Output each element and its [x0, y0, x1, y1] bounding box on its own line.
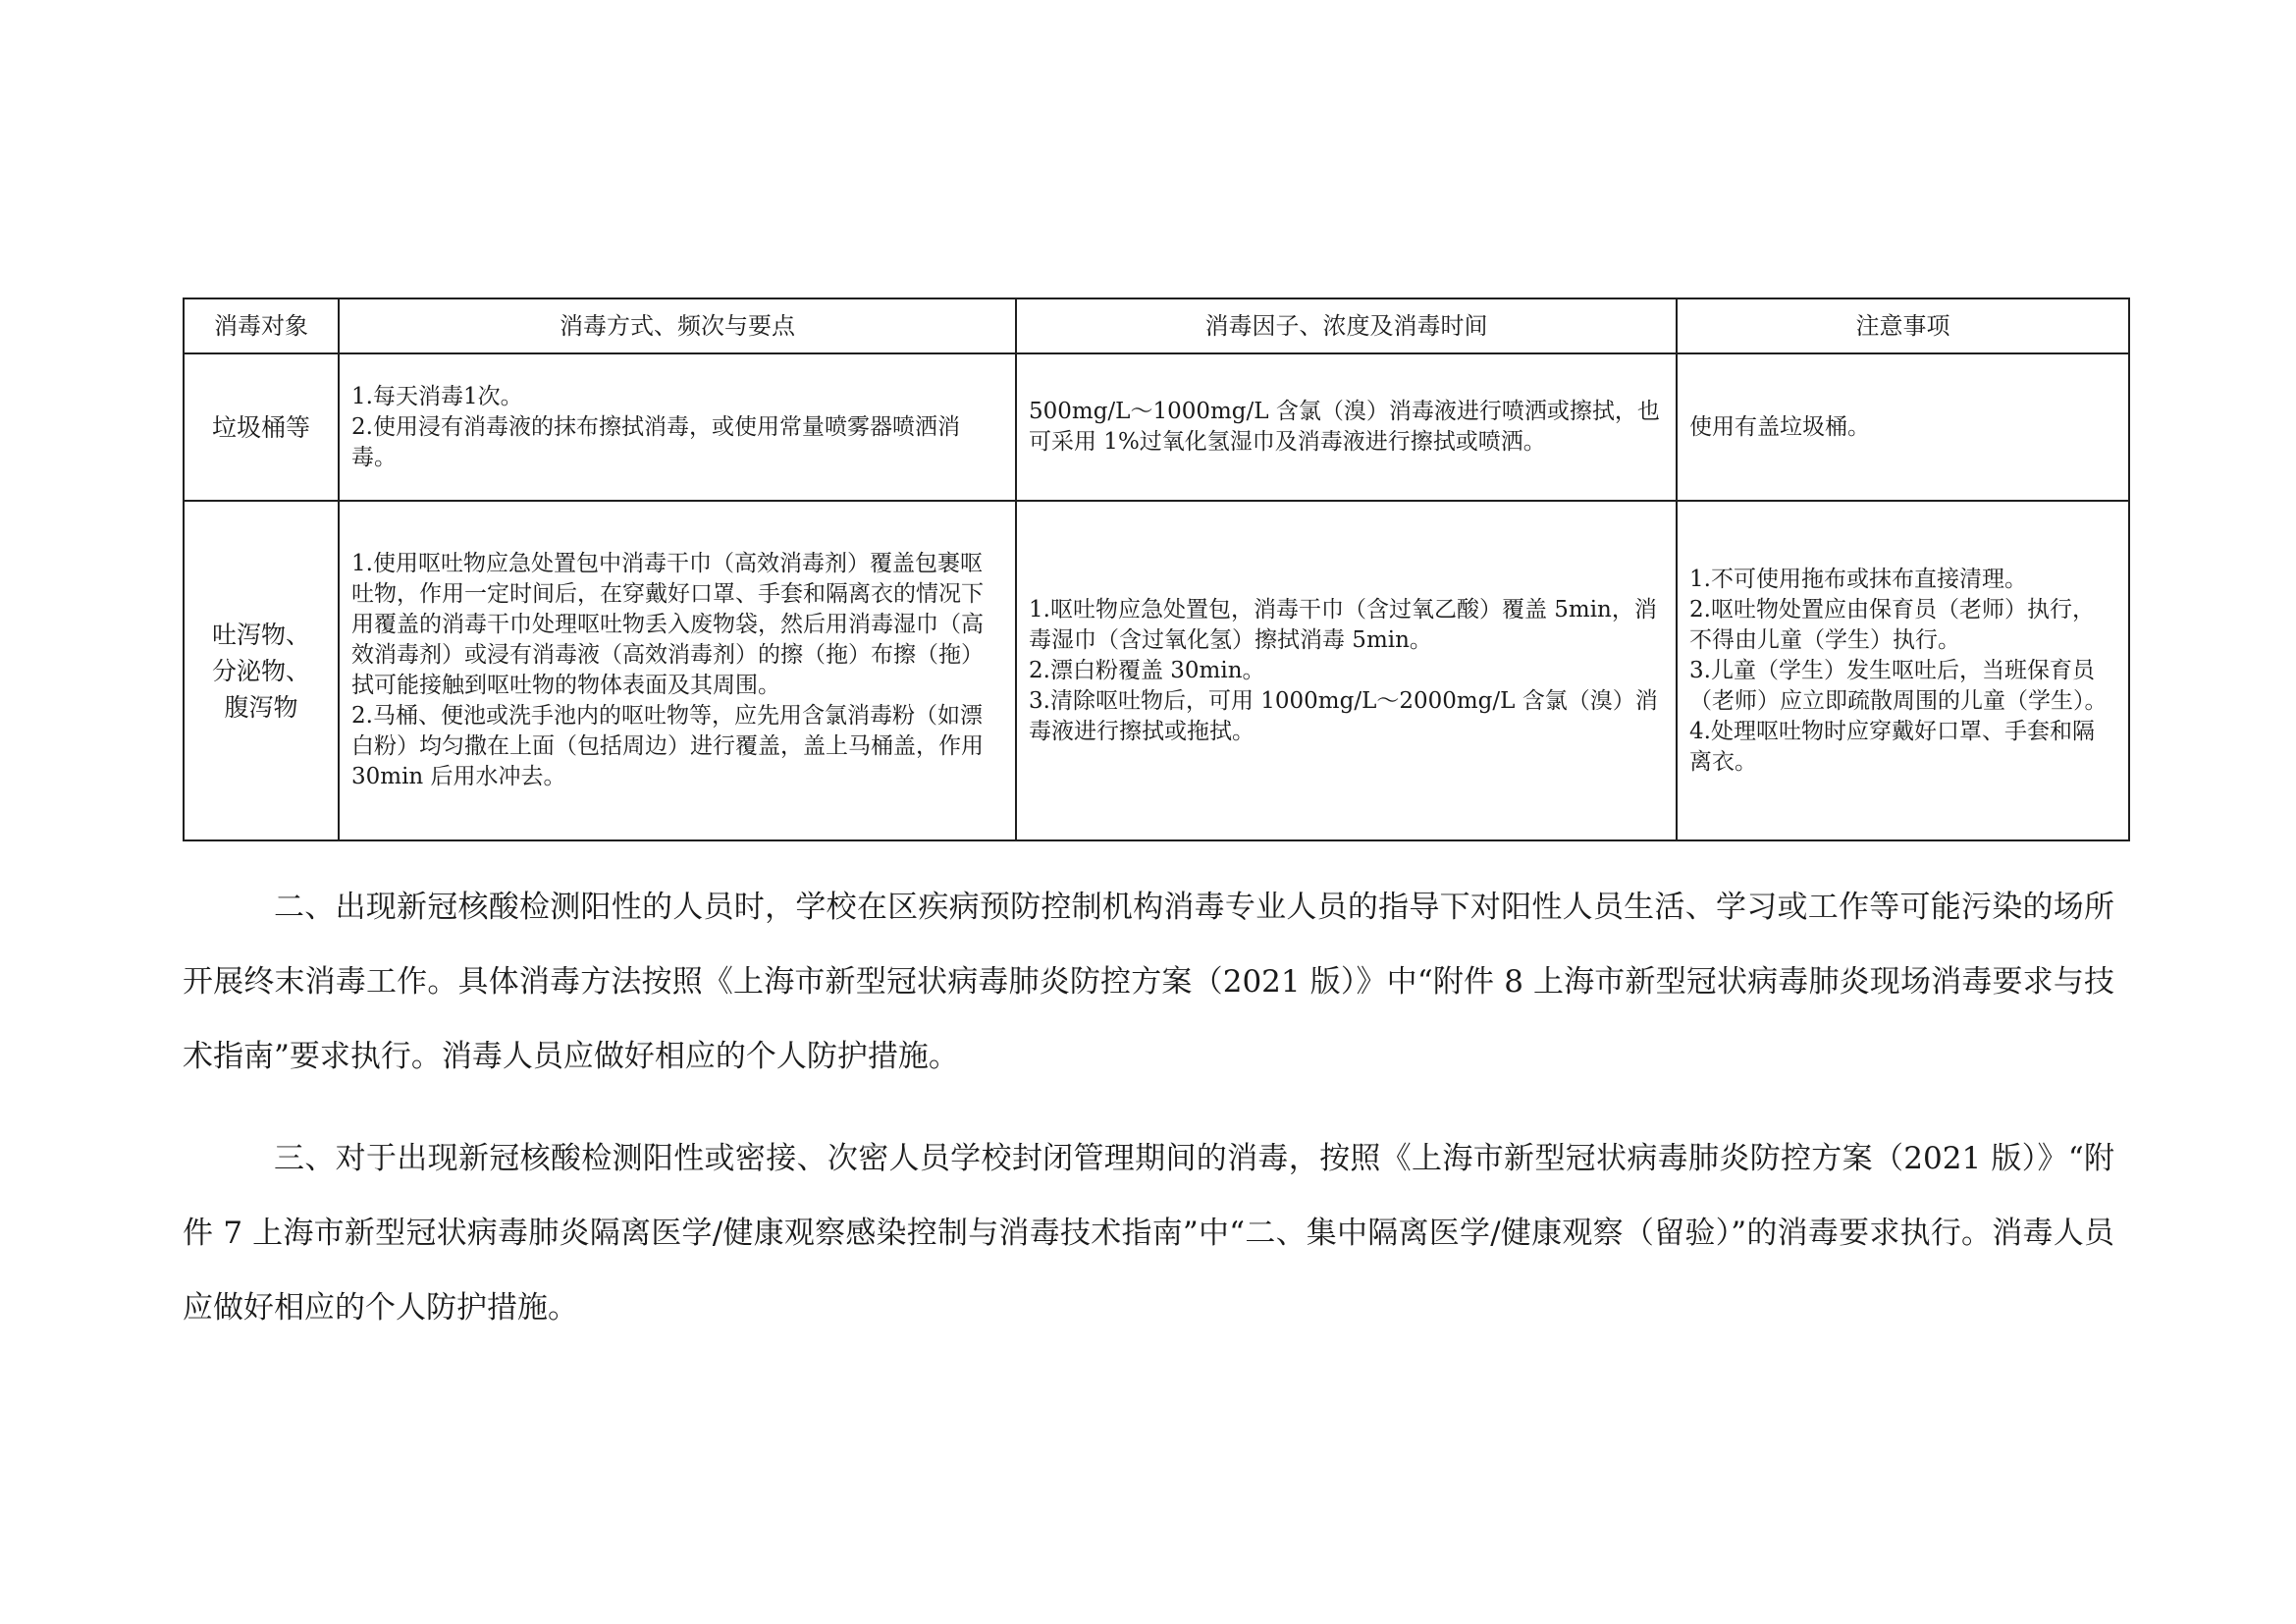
paragraph: 三、对于出现新冠核酸检测阳性或密接、次密人员学校封闭管理期间的消毒，按照《上海市新型冠状病毒肺炎防控方案（2021 版）》“附件 7 上海市新型冠状病毒肺炎隔离医学/健康观察感染控制与消毒技术指南”中“二、集中隔离医学/健康观察（留验）”的消毒要求执行。消毒人员应做好相应的个人防护措施。 [183, 1141, 2114, 1326]
paragraph-section-2 [183, 870, 2114, 1094]
table-header-row [184, 298, 2129, 353]
notes-line: 使用有盖垃圾桶。 [1689, 413, 1870, 440]
factor-line: 500mg/L～1000mg/L 含氯（溴）消毒液进行喷洒或擦拭，也可采用 1%过氧化氢湿巾及消毒液进行擦拭或喷洒。 [1029, 399, 1660, 455]
object-cell [184, 501, 339, 840]
object-cell: 垃圾桶等 [184, 353, 339, 501]
factor-cell [1016, 501, 1677, 840]
method-line: 1.使用呕吐物应急处置包中消毒干巾（高效消毒剂）覆盖包裹呕吐物，作用一定时间后，在穿戴好口罩、手套和隔离衣的情况下用覆盖的消毒干巾处理呕吐物丢入废物袋，然后用消毒湿巾（高效消毒剂）或浸有消毒液（高效消毒剂）的擦（拖）布擦（拖）拭可能接触到呕吐物的物体表面及其周围。 [351, 551, 984, 698]
notes-line: 2.呕吐物处置应由保育员（老师）执行，不得由儿童（学生）执行。 [1689, 596, 2095, 653]
notes-cell [1677, 353, 2129, 501]
method-cell [339, 353, 1016, 501]
object-line: 腹泻物 [224, 692, 298, 722]
header-factor: 消毒因子、浓度及消毒时间 [1016, 298, 1677, 353]
method-cell [339, 501, 1016, 840]
table-row [184, 501, 2129, 840]
paragraph: 二、出现新冠核酸检测阳性的人员时，学校在区疾病预防控制机构消毒专业人员的指导下对阳性人员生活、学习或工作等可能污染的场所开展终末消毒工作。具体消毒方法按照《上海市新型冠状病毒肺炎防控方案（2021 版）》中“附件 8 上海市新型冠状病毒肺炎现场消毒要求与技术指南”要求执行。消毒人员应做好相应的个人防护措施。 [183, 890, 2114, 1074]
method-line: 2.使用浸有消毒液的抹布擦拭消毒，或使用常量喷雾器喷洒消毒。 [351, 413, 960, 470]
header-notes: 注意事项 [1677, 298, 2129, 353]
header-object: 消毒对象 [184, 298, 339, 353]
notes-line: 3.儿童（学生）发生呕吐后，当班保育员（老师）应立即疏散周围的儿童（学生）。 [1689, 657, 2108, 714]
object-line: 分泌物、 [211, 656, 310, 685]
notes-line: 4.处理呕吐物时应穿戴好口罩、手套和隔离衣。 [1689, 718, 2095, 775]
paragraph-section-3 [183, 1121, 2114, 1345]
object-line: 吐泻物、 [211, 620, 310, 649]
header-method: 消毒方式、频次与要点 [339, 298, 1016, 353]
notes-line: 1.不可使用拖布或抹布直接清理。 [1689, 566, 2027, 592]
factor-line: 3.清除呕吐物后，可用 1000mg/L～2000mg/L 含氯（溴）消毒液进行擦拭或拖拭。 [1029, 687, 1658, 744]
notes-cell [1677, 501, 2129, 840]
table-row [184, 353, 2129, 501]
factor-line: 2.漂白粉覆盖 30min。 [1029, 657, 1265, 683]
factor-line: 1.呕吐物应急处置包，消毒干巾（含过氧乙酸）覆盖 5min，消毒湿巾（含过氧化氢）擦拭消毒 5min。 [1029, 596, 1657, 653]
disinfection-table [183, 298, 2130, 841]
method-line: 1.每天消毒1次。 [351, 383, 523, 409]
method-line: 2.马桶、便池或洗手池内的呕吐物等，应先用含氯消毒粉（如漂白粉）均匀撒在上面（包括周边）进行覆盖，盖上马桶盖，作用 30min 后用水冲去。 [351, 703, 984, 789]
factor-cell [1016, 353, 1677, 501]
